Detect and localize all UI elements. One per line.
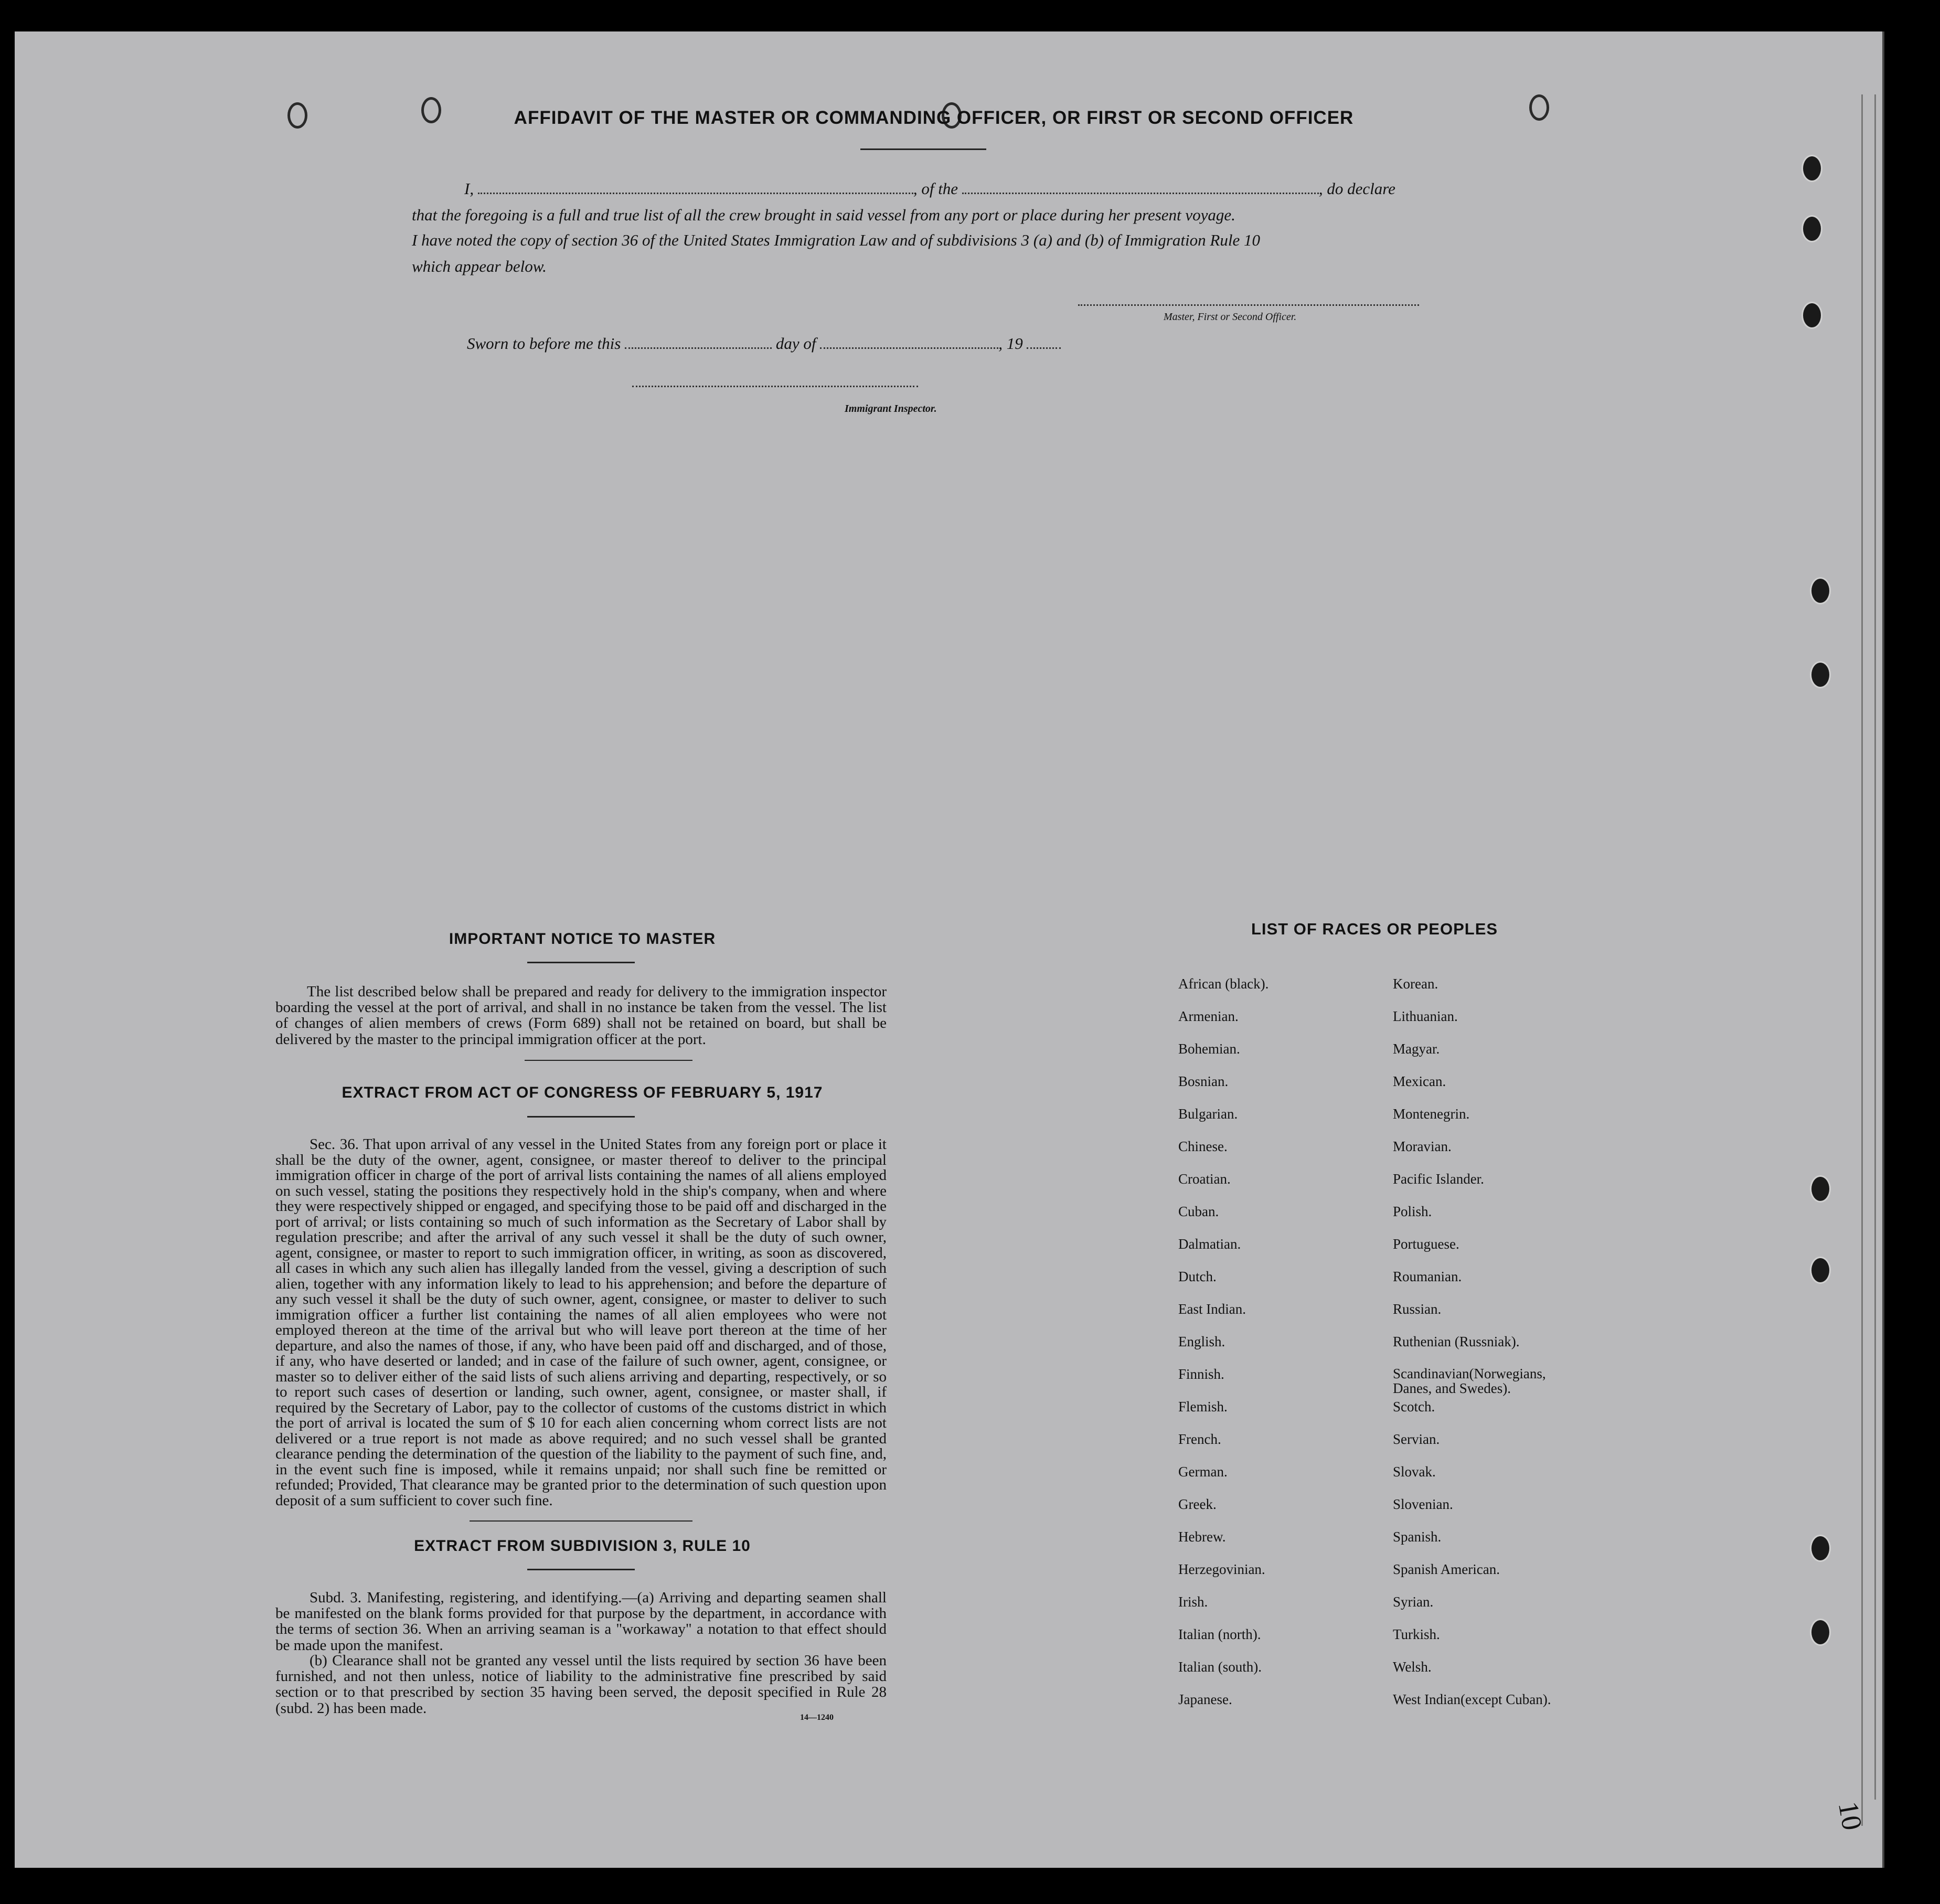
sworn-line — [467, 334, 1061, 353]
race-item: Cuban. — [1178, 1204, 1219, 1219]
race-item: Montenegrin. — [1393, 1106, 1470, 1122]
races-title: LIST OF RACES OR PEOPLES — [1251, 920, 1498, 938]
signature-caption: Master, First or Second Officer. — [1164, 311, 1297, 323]
race-item: Greek. — [1178, 1496, 1217, 1512]
punch-hole-icon — [1802, 302, 1822, 329]
affidavit-of: , of the — [913, 179, 958, 198]
act-text: Sec. 36. That upon arrival of any vessel in the United States from any foreign port or place it shall be the duty of the owner, agent, consignee, or master thereof to deliver to the principal immigration officer in charge of the port of arrival lists containing the names of all aliens employed on such vessel, stating the positions they respectively hold in the ship's company, when and where they were respectively shipped or engaged, and specifying those to be paid off and discharged in the port of arrival; or lists containing so much of such information as the Secretary of Labor shall by regulation prescribe; and after the arrival of any such vessel it shall be the duty of such owner, agent, consignee, or master to report to such immigration officer, in writing, as soon as discovered, all cases in which any such alien has illegally landed from the vessel, giving a description of such alien, together with any information likely to lead to his apprehension; and before the departure of any such vessel it shall be the duty of such owner, agent, consignee, or master to deliver to such immigration officer a further list containing the names of all alien employees who were not employed thereon at the time of the arrival but who will leave port thereon at the time of her departure, and also the names of those, if any, who have been paid off and discharged, and of those, if any, who have deserted or landed; and in case of the failure of such owner, agent, consignee, or master so to deliver either of the said lists of such aliens arriving and departing, respectively, or so to report such cases of desertion or landing, such owner, agent, consignee, or master shall, if required by the Secretary of Labor, pay to the collector of customs of the customs district in which the port of arrival is located the sum of $ 10 for each alien concerning whom correct lists are not delivered or a true report is not made as above required; and no such vessel shall be granted clearance pending the determination of the question of the liability to the payment of such fine, and, in the event such fine is imposed, while it remains unpaid; nor shall such fine be remitted or refunded; Provided, That clearance may be granted prior to the determination of such question upon deposit of a sum sufficient to cover such fine. — [275, 1136, 887, 1509]
race-item: Portuguese. — [1393, 1236, 1459, 1252]
race-item: Hebrew. — [1178, 1529, 1226, 1545]
punch-hole-icon — [1810, 1175, 1831, 1203]
race-item: Japanese. — [1178, 1692, 1232, 1707]
punch-hole-icon — [1810, 1257, 1831, 1284]
margin-number: 10 — [1832, 1799, 1869, 1833]
race-item: Roumanian. — [1393, 1269, 1462, 1284]
race-item: African (black). — [1178, 976, 1269, 992]
vessel-blank[interactable] — [962, 193, 1319, 194]
punch-hole-icon — [1810, 661, 1831, 688]
race-item: Pacific Islander. — [1393, 1171, 1484, 1187]
affidavit-title: AFFIDAVIT OF THE MASTER OR COMMANDING OFFICER, OR FIRST OR SECOND OFFICER — [514, 108, 1354, 128]
divider — [525, 1060, 692, 1061]
race-item: Turkish. — [1393, 1626, 1440, 1642]
race-item: East Indian. — [1178, 1301, 1246, 1317]
divider — [527, 962, 635, 963]
affidavit-i: I, — [464, 179, 474, 198]
race-item: Bohemian. — [1178, 1041, 1240, 1057]
race-item: Italian (north). — [1178, 1626, 1261, 1642]
affidavit-line-3: I have noted the copy of section 36 of the United States Immigration Law and of subdivisions 3 (a) and (b) of Immigration Rule 10 — [412, 231, 1260, 249]
day-blank[interactable] — [625, 347, 772, 349]
race-item: German. — [1178, 1464, 1228, 1480]
divider — [860, 148, 986, 150]
day-of-text: day of — [775, 334, 816, 353]
binder-ring-icon — [1529, 94, 1549, 121]
race-item: Magyar. — [1393, 1041, 1440, 1057]
punch-hole-icon — [1810, 1619, 1831, 1646]
divider — [527, 1569, 635, 1570]
race-item: Bosnian. — [1178, 1073, 1229, 1089]
punch-hole-icon — [1802, 155, 1822, 182]
race-item: Slovak. — [1393, 1464, 1436, 1480]
inspector-signature-blank[interactable] — [632, 386, 918, 387]
punch-hole-icon — [1810, 577, 1831, 604]
race-item: Mexican. — [1393, 1073, 1446, 1089]
race-item: Croatian. — [1178, 1171, 1231, 1187]
race-item: Scandinavian(Norwegians, Danes, and Swedes). — [1393, 1366, 1546, 1396]
race-item: Italian (south). — [1178, 1659, 1262, 1675]
race-item: Flemish. — [1178, 1399, 1228, 1414]
month-blank[interactable] — [820, 347, 998, 349]
punch-hole-icon — [1810, 1535, 1831, 1562]
year-blank[interactable] — [1027, 347, 1061, 349]
race-item: Armenian. — [1178, 1008, 1239, 1024]
affidavit-declare: , do declare — [1318, 179, 1395, 198]
name-blank[interactable] — [478, 193, 913, 194]
rule-text-a: Subd. 3. Manifesting, registering, and identifying.—(a) Arriving and departing seamen shall be manifested on the blank forms provided for that purpose by the department, in accordance with the terms of section 36. When an arriving seaman is a "workaway" a notation to that effect should be made upon the manifest. — [275, 1589, 887, 1654]
race-item: Spanish American. — [1393, 1561, 1500, 1577]
year-prefix: , 19 — [998, 334, 1023, 353]
affidavit-line-1 — [464, 179, 1395, 198]
race-item: Moravian. — [1393, 1139, 1452, 1154]
race-item: French. — [1178, 1431, 1221, 1447]
race-item: Polish. — [1393, 1204, 1432, 1219]
race-item: Lithuanian. — [1393, 1008, 1458, 1024]
race-item: Spanish. — [1393, 1529, 1442, 1545]
races-left-column — [1178, 976, 1269, 1724]
binder-ring-icon — [287, 102, 307, 129]
race-item: Scotch. — [1393, 1399, 1435, 1414]
race-item: Syrian. — [1393, 1594, 1434, 1610]
divider — [470, 1520, 692, 1522]
race-item: English. — [1178, 1334, 1225, 1349]
divider — [527, 1116, 635, 1118]
sworn-text: Sworn to before me this — [467, 334, 621, 353]
notice-text: The list described below shall be prepared and ready for delivery to the immigration inspector boarding the vessel at the port of arrival, and shall in no instance be taken from the vessel. The list of changes of alien members of crews (Form 689) shall not be retained on board, but shall be delivered by the master to the principal immigration officer at the port. — [275, 983, 887, 1048]
affidavit-line-2: that the foregoing is a full and true list of all the crew brought in said vessel from any port or place during her present voyage. — [412, 206, 1235, 224]
punch-hole-icon — [1802, 215, 1822, 242]
rule-text-b: (b) Clearance shall not be granted any vessel until the lists required by section 36 have been furnished, and not then unless, notice of liability to the administrative fine prescribed by said section or to that prescribed by section 35 having been served, the deposit specified in Rule 28 (subd. 2) has been made. — [275, 1652, 887, 1717]
inspector-caption: Immigrant Inspector. — [845, 403, 937, 414]
race-item: Slovenian. — [1393, 1496, 1453, 1512]
race-item: Servian. — [1393, 1431, 1440, 1447]
rule-title: EXTRACT FROM SUBDIVISION 3, RULE 10 — [414, 1537, 751, 1555]
race-item: Korean. — [1393, 976, 1438, 992]
races-right-column — [1393, 976, 1582, 1724]
race-item: Finnish. — [1178, 1366, 1224, 1382]
race-item: Welsh. — [1393, 1659, 1432, 1675]
page-edge — [1861, 94, 1863, 1826]
race-item: Chinese. — [1178, 1139, 1228, 1154]
form-number: 14—1240 — [800, 1713, 834, 1722]
page-edge — [1874, 94, 1876, 1800]
race-item: Dutch. — [1178, 1269, 1217, 1284]
notice-title: IMPORTANT NOTICE TO MASTER — [449, 930, 716, 948]
race-item: Herzegovinian. — [1178, 1561, 1265, 1577]
act-title: EXTRACT FROM ACT OF CONGRESS OF FEBRUARY 5, 1917 — [342, 1084, 823, 1101]
race-item: Bulgarian. — [1178, 1106, 1238, 1122]
race-item: Dalmatian. — [1178, 1236, 1241, 1252]
signature-blank[interactable] — [1078, 304, 1419, 306]
race-item: Irish. — [1178, 1594, 1208, 1610]
affidavit-line-4: which appear below. — [412, 257, 547, 275]
race-item: Ruthenian (Russniak). — [1393, 1334, 1520, 1349]
race-item: West Indian(except Cuban). — [1393, 1692, 1551, 1707]
race-item: Russian. — [1393, 1301, 1442, 1317]
